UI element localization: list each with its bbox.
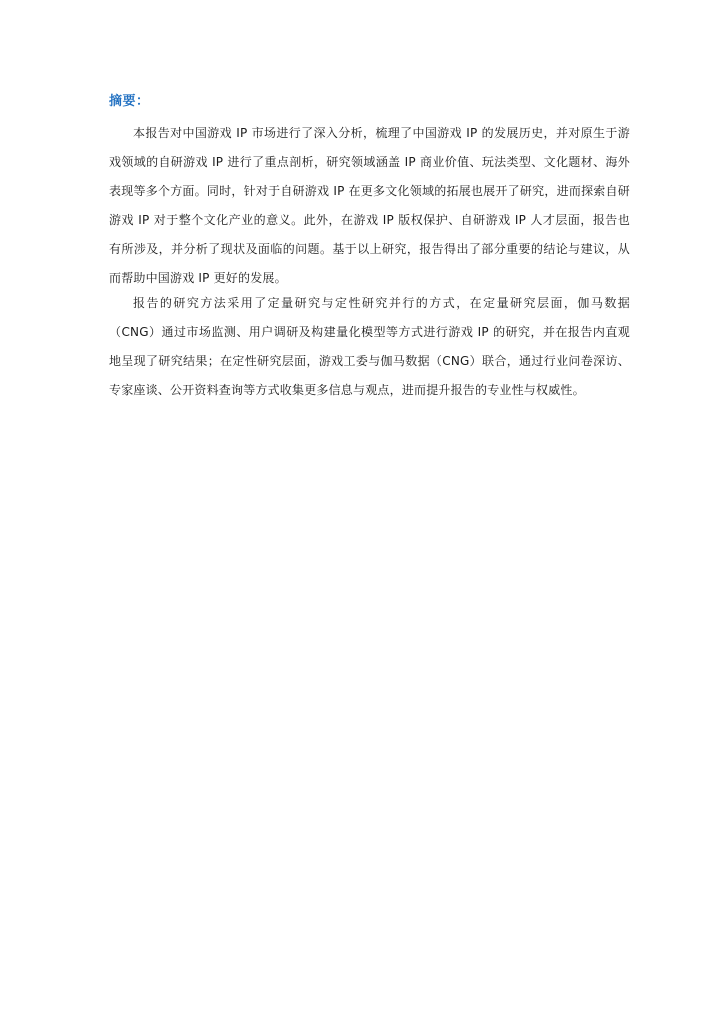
abstract-paragraph-1: 本报告对中国游戏 IP 市场进行了深入分析，梳理了中国游戏 IP 的发展历史，并对原生于游戏领域的自研游戏 IP 进行了重点剖析，研究领域涵盖 IP 商业价值、玩法类型、文化题材、海外表现等多个方面。同时，针对于自研游戏 IP 在更多文化领域的拓展也展开了研究，进而探索自研游戏 IP 对于整个文化产业的意义。此外，在游戏 IP 版权保护、自研游戏 IP 人才层面，报告也有所涉及，并分析了现状及面临的问题。基于以上研究，报告得出了部分重要的结论与建议，从而帮助中国游戏 IP 更好的发展。 <box>109 126 630 285</box>
abstract-paragraph-2: 报告的研究方法采用了定量研究与定性研究并行的方式，在定量研究层面，伽马数据（CNG）通过市场监测、用户调研及构建量化模型等方式进行游戏 IP 的研究，并在报告内直观地呈现了研究结果；在定性研究层面，游戏工委与伽马数据（CNG）联合，通过行业问卷深访、专家座谈、公开资料查询等方式收集更多信息与观点，进而提升报告的专业性与权威性。 <box>109 296 630 397</box>
abstract-heading: 摘要： <box>109 94 150 109</box>
